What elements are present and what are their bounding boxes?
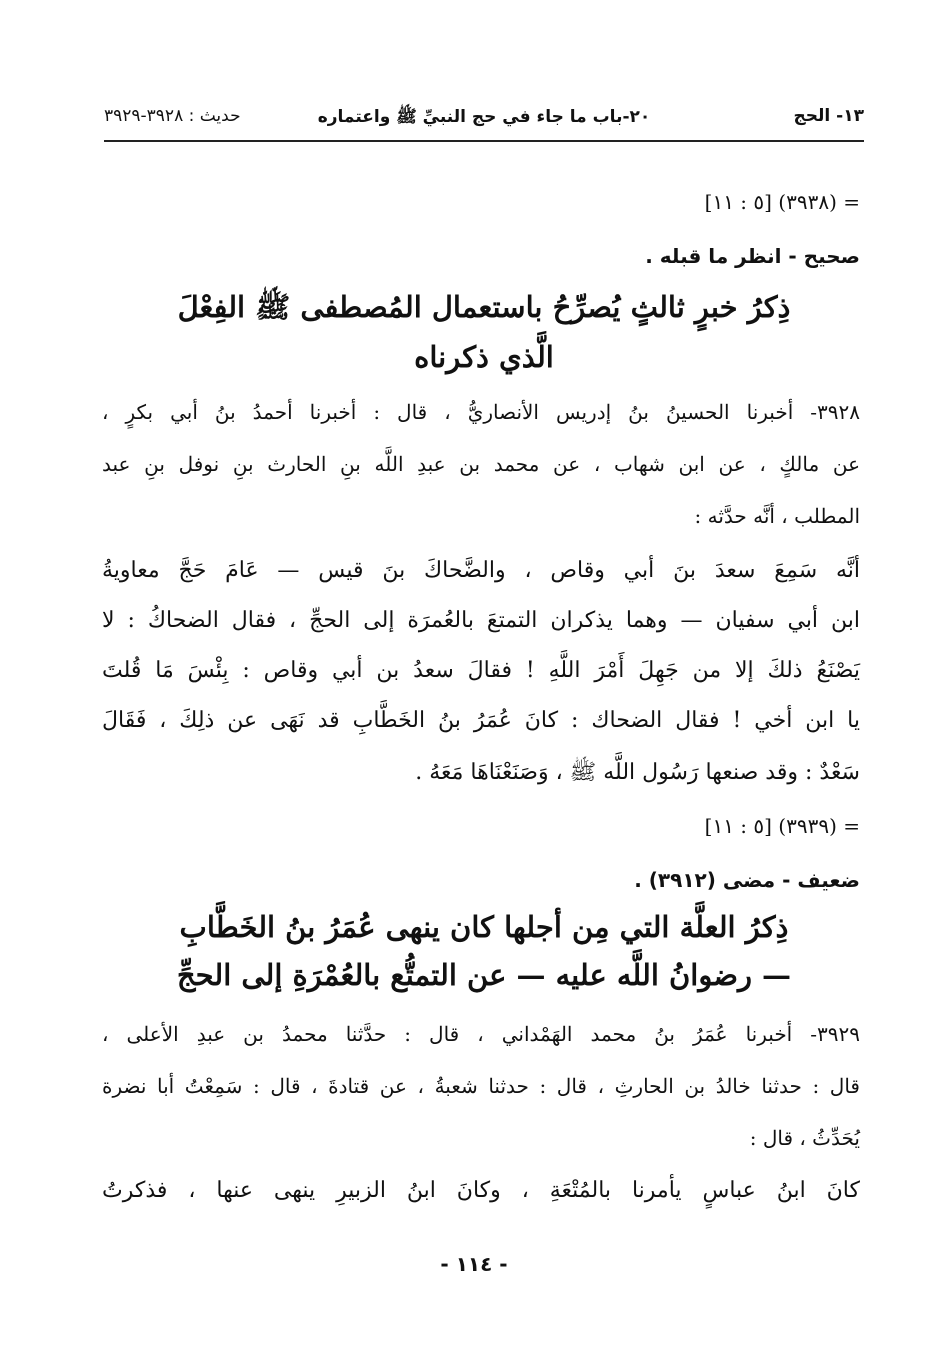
isnad-line: يُحَدِّثُ ، قال : <box>749 1126 860 1150</box>
running-header <box>104 100 864 142</box>
matn-line: يَصْنَعُ ذلكَ إلا من جَهِلَ أَمْرَ اللَّهِ ! فقالَ سعدُ بن أبي وقاص : بِئْسَ مَا قُلتَ <box>102 658 860 683</box>
isnad-line: ٣٩٢٩- أخبرنا عُمَرُ بنُ محمد الهَمْداني ، قال : حدَّثنا محمدُ بن عبدِ الأعلى ، <box>102 1022 860 1046</box>
grading-note: صحيح - انظر ما قبله . <box>645 244 860 268</box>
chapter-heading-line-1: ذِكرُ العلَّة التي مِن أجلها كان ينهى عُمَرُ بنُ الخَطَّابِ <box>179 910 789 944</box>
chapter-heading-line-2: الَّذي ذكرناه <box>414 340 554 374</box>
cross-reference-line: = (٣٩٣٨) [٥ : ١١] <box>704 190 860 214</box>
header-hadith-range: حديث : ٣٩٢٨-٣٩٢٩ <box>104 106 241 126</box>
header-chapter: ١٣- الحج <box>793 106 864 126</box>
matn-line: يا ابن أخي ! فقال الضحاك : كانَ عُمَرُ بنُ الخَطَّابِ قد نَهَى عن ذلِكَ ، فَقَالَ <box>102 708 860 733</box>
chapter-heading-line-2: — رضوانُ اللَّه عليه — عن التمتُّع بالعُمْرَةِ إلى الحجِّ <box>176 958 792 992</box>
grading-note: ضعيف - مضى (٣٩١٢) . <box>634 868 860 892</box>
matn-line: سَعْدٌ : وقد صنعها رَسُول اللَّه ﷺ ، وَصَنَعْنَاهَا مَعَهُ . <box>415 760 860 785</box>
isnad-line: عن مالكٍ ، عن ابن شهاب ، عن محمد بن عبدِ اللَّه بنِ الحارث بنِ نوفل بنِ عبد <box>102 452 861 476</box>
header-section-title: ٢٠-باب ما جاء في حج النبيِّ ﷺ واعتماره <box>317 107 651 127</box>
cross-reference-line: = (٣٩٣٩) [٥ : ١١] <box>704 814 860 838</box>
page-number: - ١١٤ - <box>440 1252 508 1276</box>
matn-line: كانَ ابنُ عباسٍ يأمرنا بالمُتْعَةِ ، وكانَ ابنُ الزبيرِ ينهى عنها ، فذكرتُ <box>102 1178 860 1203</box>
matn-line: ابن أبي سفيان — وهما يذكران التمتعَ بالعُمرَة إلى الحجِّ ، فقال الضحاكُ : لا <box>102 608 860 633</box>
chapter-heading-line-1: ذِكرُ خبرٍ ثالثٍ يُصرِّحُ باستعمال المُصطفى ﷺ الفِعْلَ <box>177 290 791 324</box>
isnad-line: المطلب ، أنَّه حدَّثه : <box>694 504 860 528</box>
matn-line: أنَّه سَمِعَ سعدَ بنَ أبي وقاص ، والضَّحاكَ بنَ قيس — عَامَ حَجَّ معاويةُ <box>102 558 860 583</box>
isnad-line: ٣٩٢٨- أخبرنا الحسينُ بنُ إدريس الأنصاريُّ ، قال : أخبرنا أحمدُ بنُ أبي بكرٍ ، <box>102 400 860 424</box>
isnad-line: قال : حدثنا خالدُ بن الحارثِ ، قال : حدثنا شعبةُ ، عن قتادةَ ، قال : سَمِعْتُ أبا نضرة <box>102 1074 860 1098</box>
